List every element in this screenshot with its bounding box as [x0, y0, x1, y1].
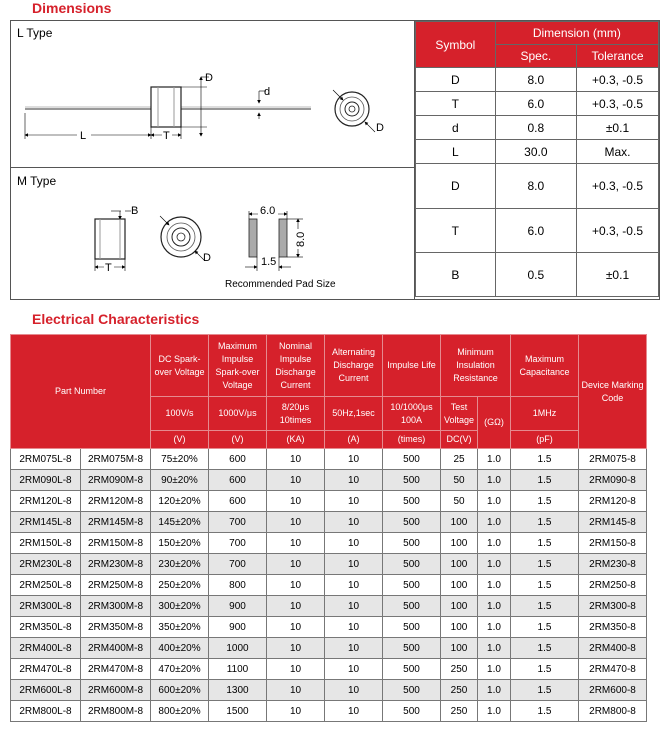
part-number-l: 2RM075L-8: [11, 449, 81, 470]
electrical-title: Electrical Characteristics: [32, 311, 200, 327]
nominal-discharge-current: 10: [267, 596, 325, 617]
pad-gap-text: 1.5: [261, 256, 277, 268]
table-row: [11, 638, 647, 659]
alternating-discharge-current: 10: [325, 554, 383, 575]
max-capacitance: 1.5: [511, 470, 579, 491]
impulse-life-header: Impulse Life: [383, 335, 441, 397]
alternating-discharge-current: 10: [325, 596, 383, 617]
dim-spec: 30.0: [495, 140, 576, 164]
insulation-test-voltage: 100: [441, 512, 478, 533]
dc-spark-voltage: 150±20%: [151, 533, 209, 554]
dc-spark-header: DC Spark-over Voltage: [151, 335, 209, 397]
insulation-resistance: 1.0: [478, 470, 511, 491]
alternating-discharge-current: 10: [325, 659, 383, 680]
unit-nominal: (KA): [267, 431, 325, 449]
part-number-l: 2RM230L-8: [11, 554, 81, 575]
alternating-header: Alternating Discharge Current: [325, 335, 383, 397]
max-impulse-voltage: 600: [209, 491, 267, 512]
part-number-l: 2RM470L-8: [11, 659, 81, 680]
impulse-life: 500: [383, 680, 441, 701]
alternating-discharge-current: 10: [325, 470, 383, 491]
max-capacitance: 1.5: [511, 449, 579, 470]
device-marking-header: Device Marking Code: [579, 335, 647, 449]
max-capacitance: 1.5: [511, 680, 579, 701]
part-number-m: 2RM075M-8: [81, 449, 151, 470]
max-impulse-voltage: 600: [209, 470, 267, 491]
l-type-end-view: [333, 90, 384, 134]
part-number-l: 2RM800L-8: [11, 701, 81, 722]
dim-row: [416, 92, 659, 116]
cond-impulse: 1000V/μs: [209, 397, 267, 431]
max-capacitance: 1.5: [511, 701, 579, 722]
part-number-l: 2RM600L-8: [11, 680, 81, 701]
table-row: [11, 680, 647, 701]
device-marking-code: 2RM470-8: [579, 659, 647, 680]
part-number-m: 2RM120M-8: [81, 491, 151, 512]
pad-height-text: 8.0: [295, 231, 307, 247]
max-impulse-voltage: 700: [209, 533, 267, 554]
dim-symbol: B: [416, 253, 496, 297]
unit-impulse: (V): [209, 431, 267, 449]
dc-spark-voltage: 250±20%: [151, 575, 209, 596]
table-row: [11, 470, 647, 491]
m-dim-T-text: T: [105, 262, 112, 274]
l-dim-D-text: D: [205, 72, 213, 84]
part-number-m: 2RM800M-8: [81, 701, 151, 722]
nominal-impulse-header: Nominal Impulse Discharge Current: [267, 335, 325, 397]
dim-spec: 0.8: [495, 116, 576, 140]
table-row: [11, 491, 647, 512]
table-row: [11, 659, 647, 680]
alternating-discharge-current: 10: [325, 491, 383, 512]
impulse-life: 500: [383, 701, 441, 722]
max-capacitance: 1.5: [511, 659, 579, 680]
cond-nominal: 8/20μs 10times: [267, 397, 325, 431]
max-impulse-voltage: 800: [209, 575, 267, 596]
nominal-discharge-current: 10: [267, 554, 325, 575]
part-number-m: 2RM400M-8: [81, 638, 151, 659]
max-impulse-voltage: 1100: [209, 659, 267, 680]
insulation-test-voltage: 250: [441, 659, 478, 680]
table-row: [11, 596, 647, 617]
insulation-resistance: 1.0: [478, 638, 511, 659]
max-capacitance: 1.5: [511, 617, 579, 638]
dimensions-panel: [10, 20, 660, 300]
insulation-resistance: 1.0: [478, 680, 511, 701]
cond-gohm: (GΩ): [478, 397, 511, 449]
impulse-life: 500: [383, 470, 441, 491]
electrical-table-body: [11, 449, 647, 722]
nominal-discharge-current: 10: [267, 701, 325, 722]
impulse-life: 500: [383, 575, 441, 596]
electrical-table: [10, 334, 647, 722]
dc-spark-voltage: 300±20%: [151, 596, 209, 617]
part-number-m: 2RM145M-8: [81, 512, 151, 533]
dc-spark-voltage: 400±20%: [151, 638, 209, 659]
device-marking-code: 2RM300-8: [579, 596, 647, 617]
max-impulse-voltage: 1300: [209, 680, 267, 701]
alternating-discharge-current: 10: [325, 533, 383, 554]
unit-test: DC(V): [441, 431, 478, 449]
cond-dc: 100V/s: [151, 397, 209, 431]
unit-alt: (A): [325, 431, 383, 449]
max-capacitance: 1.5: [511, 533, 579, 554]
max-capacitance: 1.5: [511, 491, 579, 512]
insulation-test-voltage: 250: [441, 680, 478, 701]
dim-row: [416, 68, 659, 92]
part-number-m: 2RM230M-8: [81, 554, 151, 575]
alternating-discharge-current: 10: [325, 512, 383, 533]
cond-life: 10/1000μs 100A: [383, 397, 441, 431]
device-marking-code: 2RM400-8: [579, 638, 647, 659]
impulse-life: 500: [383, 596, 441, 617]
part-number-m: 2RM600M-8: [81, 680, 151, 701]
max-impulse-voltage: 1000: [209, 638, 267, 659]
dc-spark-voltage: 800±20%: [151, 701, 209, 722]
device-marking-code: 2RM075-8: [579, 449, 647, 470]
device-marking-code: 2RM600-8: [579, 680, 647, 701]
max-impulse-voltage: 900: [209, 617, 267, 638]
device-marking-code: 2RM230-8: [579, 554, 647, 575]
l-dim-L-text: L: [80, 130, 87, 142]
insulation-resistance: 1.0: [478, 512, 511, 533]
insulation-resistance: 1.0: [478, 575, 511, 596]
dim-spec: 6.0: [495, 209, 576, 253]
table-row: [11, 575, 647, 596]
dim-tolerance: ±0.1: [576, 253, 658, 297]
dc-spark-voltage: 470±20%: [151, 659, 209, 680]
dim-symbol: d: [416, 116, 496, 140]
unit-cap: (pF): [511, 431, 579, 449]
dc-spark-voltage: 600±20%: [151, 680, 209, 701]
dimension-drawing-svg: [11, 21, 415, 299]
table-row: [11, 554, 647, 575]
max-capacitance: 1.5: [511, 575, 579, 596]
part-number-l: 2RM145L-8: [11, 512, 81, 533]
table-row: [11, 617, 647, 638]
impulse-life: 500: [383, 449, 441, 470]
pad-width-text: 6.0: [260, 205, 276, 217]
m-type-end-view: [160, 216, 211, 264]
m-type-label: M Type: [17, 174, 57, 188]
impulse-life: 500: [383, 659, 441, 680]
pad-caption-text: Recommended Pad Size: [225, 279, 336, 290]
m-type-side-view: [95, 205, 138, 274]
insulation-resistance: 1.0: [478, 533, 511, 554]
insulation-resistance: 1.0: [478, 449, 511, 470]
dim-row: [416, 209, 659, 253]
dim-tolerance: +0.3, -0.5: [576, 92, 658, 116]
device-marking-code: 2RM090-8: [579, 470, 647, 491]
insulation-test-voltage: 25: [441, 449, 478, 470]
part-number-header: Part Number: [11, 335, 151, 449]
max-capacitance: 1.5: [511, 638, 579, 659]
unit-dc: (V): [151, 431, 209, 449]
dim-tolerance: ±0.1: [576, 116, 658, 140]
insulation-test-voltage: 100: [441, 575, 478, 596]
cond-cap: 1MHz: [511, 397, 579, 431]
part-number-m: 2RM470M-8: [81, 659, 151, 680]
nominal-discharge-current: 10: [267, 638, 325, 659]
dc-spark-voltage: 75±20%: [151, 449, 209, 470]
dim-symbol: T: [416, 209, 496, 253]
part-number-m: 2RM250M-8: [81, 575, 151, 596]
alternating-discharge-current: 10: [325, 617, 383, 638]
max-capacitance: 1.5: [511, 512, 579, 533]
insulation-resistance: 1.0: [478, 596, 511, 617]
cond-test-voltage: Test Voltage: [441, 397, 478, 431]
part-number-l: 2RM300L-8: [11, 596, 81, 617]
dim-spec: 8.0: [495, 68, 576, 92]
impulse-life: 500: [383, 512, 441, 533]
cond-alt: 50Hz,1sec: [325, 397, 383, 431]
table-row: [11, 512, 647, 533]
alternating-discharge-current: 10: [325, 680, 383, 701]
max-capacitance: 1.5: [511, 554, 579, 575]
part-number-l: 2RM150L-8: [11, 533, 81, 554]
dim-spec: 0.5: [495, 253, 576, 297]
l-type-label: L Type: [17, 26, 53, 40]
insulation-resistance: 1.0: [478, 554, 511, 575]
part-number-l: 2RM250L-8: [11, 575, 81, 596]
m-dim-B-text: B: [131, 205, 139, 217]
impulse-life: 500: [383, 638, 441, 659]
impulse-life: 500: [383, 554, 441, 575]
alternating-discharge-current: 10: [325, 449, 383, 470]
insulation-test-voltage: 250: [441, 701, 478, 722]
insulation-resistance: 1.0: [478, 617, 511, 638]
dim-symbol: T: [416, 92, 496, 116]
max-capacitance: 1.5: [511, 596, 579, 617]
max-impulse-header: Maximum Impulse Spark-over Voltage: [209, 335, 267, 397]
insulation-test-voltage: 100: [441, 596, 478, 617]
dimension-table: [415, 21, 659, 297]
dim-row: [416, 253, 659, 297]
max-impulse-voltage: 900: [209, 596, 267, 617]
dim-symbol: D: [416, 164, 496, 209]
l-dim-d-text: d: [264, 86, 271, 98]
device-marking-code: 2RM120-8: [579, 491, 647, 512]
device-marking-code: 2RM145-8: [579, 512, 647, 533]
nominal-discharge-current: 10: [267, 449, 325, 470]
part-number-m: 2RM300M-8: [81, 596, 151, 617]
dim-symbol: L: [416, 140, 496, 164]
l-type-side-view: [25, 72, 311, 142]
dim-tolerance: +0.3, -0.5: [576, 68, 658, 92]
impulse-life: 500: [383, 491, 441, 512]
dim-symbol: D: [416, 68, 496, 92]
insulation-test-voltage: 50: [441, 470, 478, 491]
part-number-l: 2RM400L-8: [11, 638, 81, 659]
dimensions-title: Dimensions: [32, 0, 112, 16]
dim-row: [416, 116, 659, 140]
dim-tolerance: Max.: [576, 140, 658, 164]
insulation-test-voltage: 100: [441, 617, 478, 638]
insulation-resistance: 1.0: [478, 491, 511, 512]
dc-spark-voltage: 120±20%: [151, 491, 209, 512]
alternating-discharge-current: 10: [325, 638, 383, 659]
max-impulse-voltage: 600: [209, 449, 267, 470]
nominal-discharge-current: 10: [267, 533, 325, 554]
dimension-drawings: [11, 21, 415, 299]
alternating-discharge-current: 10: [325, 575, 383, 596]
nominal-discharge-current: 10: [267, 680, 325, 701]
device-marking-code: 2RM250-8: [579, 575, 647, 596]
recommended-pad-view: [225, 205, 336, 290]
device-marking-code: 2RM800-8: [579, 701, 647, 722]
part-number-l: 2RM090L-8: [11, 470, 81, 491]
unit-life: (times): [383, 431, 441, 449]
l-dim-T-text: T: [163, 130, 170, 142]
dim-spec: 8.0: [495, 164, 576, 209]
nominal-discharge-current: 10: [267, 512, 325, 533]
dc-spark-voltage: 350±20%: [151, 617, 209, 638]
max-impulse-voltage: 1500: [209, 701, 267, 722]
nominal-discharge-current: 10: [267, 491, 325, 512]
alternating-discharge-current: 10: [325, 701, 383, 722]
insulation-test-voltage: 100: [441, 533, 478, 554]
dc-spark-voltage: 145±20%: [151, 512, 209, 533]
insulation-resistance: 1.0: [478, 659, 511, 680]
insulation-resistance: 1.0: [478, 701, 511, 722]
table-row: [11, 701, 647, 722]
nominal-discharge-current: 10: [267, 575, 325, 596]
dim-row: [416, 140, 659, 164]
tolerance-header: Tolerance: [576, 45, 658, 68]
impulse-life: 500: [383, 617, 441, 638]
table-row: [11, 449, 647, 470]
min-insulation-header: Minimum Insulation Resistance: [441, 335, 511, 397]
impulse-life: 500: [383, 533, 441, 554]
symbol-header: Symbol: [416, 22, 496, 68]
part-number-l: 2RM120L-8: [11, 491, 81, 512]
dim-spec: 6.0: [495, 92, 576, 116]
dim-tolerance: +0.3, -0.5: [576, 209, 658, 253]
dimension-header: Dimension (mm): [495, 22, 658, 45]
dim-row: [416, 164, 659, 209]
dim-tolerance: +0.3, -0.5: [576, 164, 658, 209]
dc-spark-voltage: 230±20%: [151, 554, 209, 575]
m-end-D-text: D: [203, 252, 211, 264]
part-number-m: 2RM090M-8: [81, 470, 151, 491]
max-capacitance-header: Maximum Capacitance: [511, 335, 579, 397]
insulation-test-voltage: 100: [441, 554, 478, 575]
device-marking-code: 2RM150-8: [579, 533, 647, 554]
part-number-m: 2RM150M-8: [81, 533, 151, 554]
spec-header: Spec.: [495, 45, 576, 68]
nominal-discharge-current: 10: [267, 617, 325, 638]
insulation-test-voltage: 50: [441, 491, 478, 512]
max-impulse-voltage: 700: [209, 512, 267, 533]
max-impulse-voltage: 700: [209, 554, 267, 575]
part-number-m: 2RM350M-8: [81, 617, 151, 638]
nominal-discharge-current: 10: [267, 470, 325, 491]
l-end-D-text: D: [376, 122, 384, 134]
device-marking-code: 2RM350-8: [579, 617, 647, 638]
insulation-test-voltage: 100: [441, 638, 478, 659]
dc-spark-voltage: 90±20%: [151, 470, 209, 491]
table-row: [11, 533, 647, 554]
nominal-discharge-current: 10: [267, 659, 325, 680]
part-number-l: 2RM350L-8: [11, 617, 81, 638]
